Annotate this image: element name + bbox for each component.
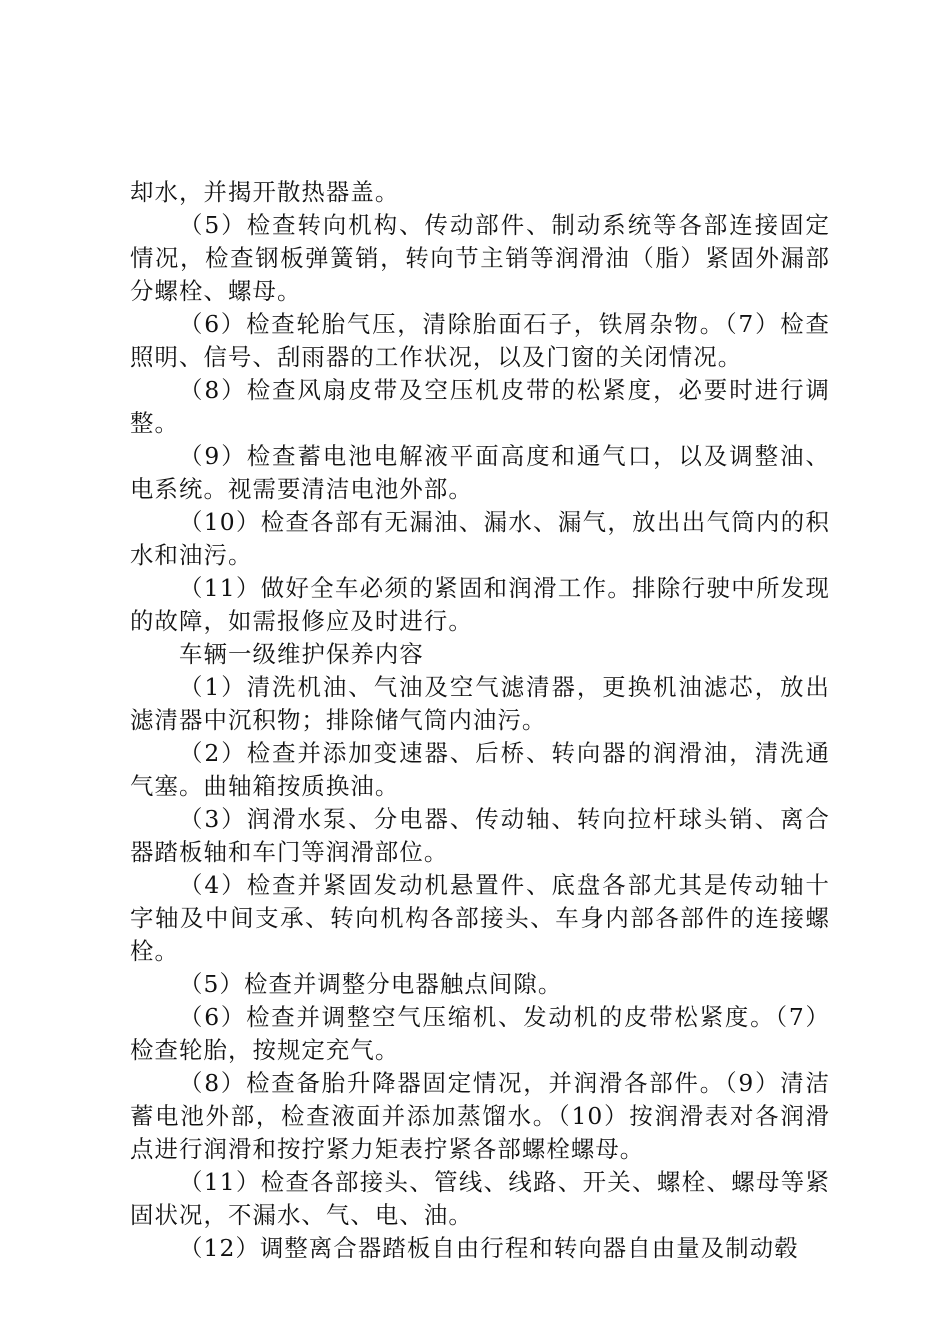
- document-body: [130, 176, 830, 1265]
- section-heading-level-1-maintenance: 车辆一级维护保养内容: [179, 640, 424, 668]
- paragraph-l1-item-1-filters: （1）清洗机油、气油及空气滤清器，更换机油滤芯，放出滤清器中沉积物；排除储气筒内油污。: [130, 673, 830, 734]
- paragraph-l1-item-4-mounts: （4）检查并紧固发动机悬置件、底盘各部尤其是传动轴十字轴及中间支承、转向机构各部接头、车身内部各部件的连接螺栓。: [130, 871, 830, 965]
- paragraph-continuation: 却水，并揭开散热器盖。: [130, 178, 400, 206]
- paragraph-item-10-leaks: （10）检查各部有无漏油、漏水、漏气，放出出气筒内的积水和油污。: [130, 508, 830, 569]
- paragraph-item-8-belts: （8）检查风扇皮带及空压机皮带的松紧度，必要时进行调整。: [130, 376, 830, 437]
- paragraph-l1-item-5-distributor: （5）检查并调整分电器触点间隙。: [179, 970, 563, 998]
- paragraph-item-6-7-tire-lights: （6）检查轮胎气压，清除胎面石子，铁屑杂物。（7）检查照明、信号、刮雨器的工作状况，以及门窗的关闭情况。: [130, 310, 830, 371]
- paragraph-l1-item-12-clutch: （12）调整离合器踏板自由行程和转向器自由量及制动毂: [179, 1234, 799, 1262]
- paragraph-l1-item-8-10-spare-battery: （8）检查备胎升降器固定情况，并润滑各部件。（9）清洁蓄电池外部，检查液面并添加蒸馏水。（10）按润滑表对各润滑点进行润滑和按拧紧力矩表拧紧各部螺栓螺母。: [130, 1069, 830, 1163]
- paragraph-l1-item-11-joints: （11）检查各部接头、管线、线路、开关、螺栓、螺母等紧固状况，不漏水、气、电、油。: [130, 1168, 830, 1229]
- paragraph-l1-item-2-lubricant: （2）检查并添加变速器、后桥、转向器的润滑油，清洗通气塞。曲轴箱按质换油。: [130, 739, 830, 800]
- paragraph-item-11-fastening: （11）做好全车必须的紧固和润滑工作。排除行驶中所发现的故障，如需报修应及时进行。: [130, 574, 830, 635]
- paragraph-l1-item-6-7-compressor-tires: （6）检查并调整空气压缩机、发动机的皮带松紧度。（7）检查轮胎，按规定充气。: [130, 1003, 830, 1064]
- paragraph-item-9-battery: （9）检查蓄电池电解液平面高度和通气口，以及调整油、电系统。视需要清洁电池外部。: [130, 442, 830, 503]
- paragraph-l1-item-3-lubrication-points: （3）润滑水泵、分电器、传动轴、转向拉杆球头销、离合器踏板轴和车门等润滑部位。: [130, 805, 830, 866]
- paragraph-item-5-steering-check: （5）检查转向机构、传动部件、制动系统等各部连接固定情况，检查钢板弹簧销，转向节主销等润滑油（脂）紧固外漏部分螺栓、螺母。: [130, 211, 830, 305]
